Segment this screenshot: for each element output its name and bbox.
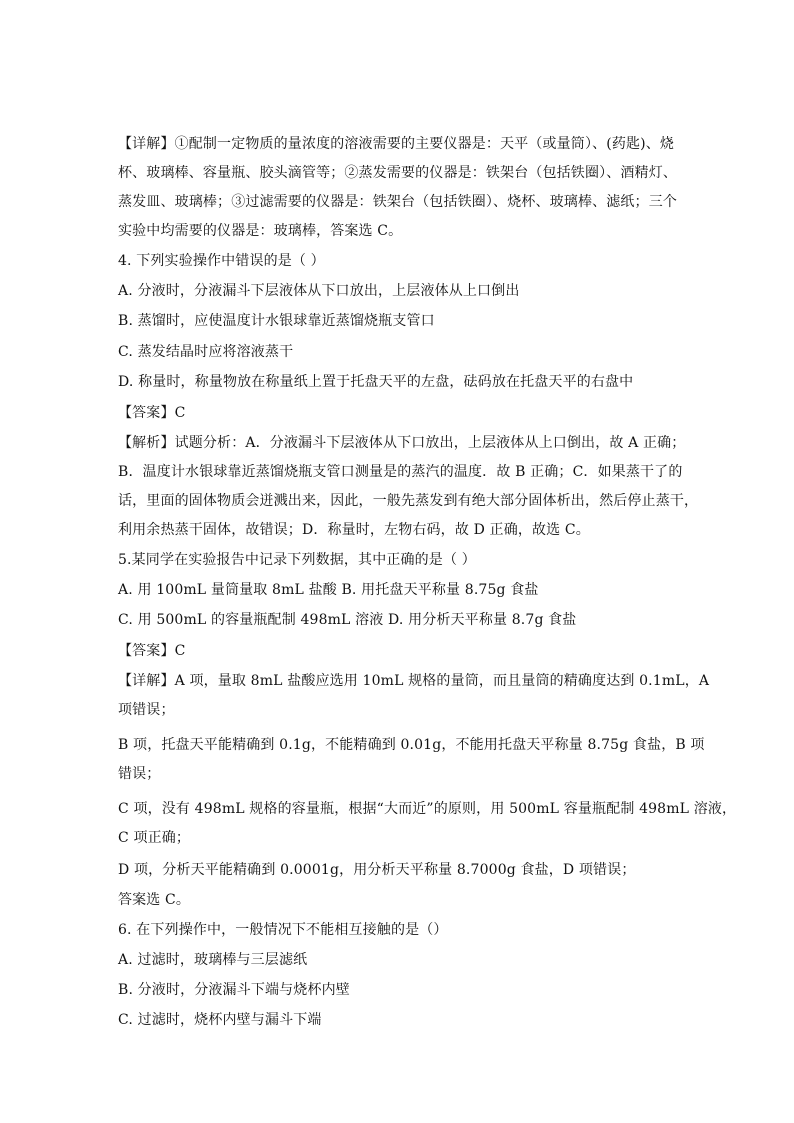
q5-question-stem: 5.某同学在实验报告中记录下列数据，其中正确的是（ ） (118, 552, 476, 568)
q3-detail-line-4: 实验中均需要的仪器是：玻璃棒，答案选 C。 (118, 223, 403, 239)
q5-options-row-1: A. 用 100mL 量筒量取 8mL 盐酸 B. 用托盘天平称量 8.75g 食盐 (118, 582, 539, 598)
q6-option-a: A. 过滤时，玻璃棒与三层滤纸 (118, 952, 308, 968)
q4-option-b: B. 蒸馏时，应使温度计水银球靠近蒸馏烧瓶支管口 (118, 313, 435, 329)
q4-question-stem: 4. 下列实验操作中错误的是（ ） (118, 253, 325, 269)
q4-option-c: C. 蒸发结晶时应将溶液蒸干 (118, 344, 294, 360)
q6-option-b: B. 分液时，分液漏斗下端与烧杯内壁 (118, 982, 350, 998)
q5-answer: 【答案】C (118, 643, 186, 659)
q4-option-a: A. 分液时，分液漏斗下层液体从下口放出，上层液体从上口倒出 (118, 283, 520, 299)
q5-options-row-2: C. 用 500mL 的容量瓶配制 498mL 溶液 D. 用分析天平称量 8.7g 食盐 (118, 612, 577, 628)
q6-question-stem: 6. 在下列操作中，一般情况下不能相互接触的是（） (118, 922, 448, 938)
q3-detail-line-1: 【详解】①配制一定物质的量浓度的溶液需要的主要仪器是：天平（或量筒）、(药匙)、烧 (118, 136, 675, 152)
q5-detail-line-2: 项错误； (118, 702, 175, 718)
q5-detail-line-6: C 项正确； (118, 830, 191, 846)
q5-detail-line-7: D 项，分析天平能精确到 0.0001g，用分析天平称量 8.7000g 食盐，D 项错误； (118, 862, 636, 878)
q4-answer: 【答案】C (118, 405, 186, 421)
q4-analysis-line-1: 【解析】试题分析：A．分液漏斗下层液体从下口放出，上层液体从上口倒出，故 A 正确； (118, 435, 686, 451)
q4-analysis-line-4: 利用余热蒸干固体，故错误；D．称量时，左物右码，故 D 正确，故选 C。 (118, 522, 590, 538)
q5-detail-line-4: 错误； (118, 766, 161, 782)
q4-analysis-line-3: 话，里面的固体物质会迸溅出来，因此，一般先蒸发到有绝大部分固体析出，然后停止蒸干， (118, 493, 699, 509)
q6-option-c: C. 过滤时，烧杯内壁与漏斗下端 (118, 1012, 322, 1028)
q3-detail-line-3: 蒸发皿、玻璃棒；③过滤需要的仪器是：铁架台（包括铁圈）、烧杯、玻璃棒、滤纸；三个 (118, 194, 677, 210)
q5-detail-line-8: 答案选 C。 (118, 892, 191, 908)
q3-detail-line-2: 杯、玻璃棒、容量瓶、胶头滴管等；②蒸发需要的仪器是：铁架台（包括铁圈）、酒精灯、 (118, 165, 677, 181)
q5-detail-line-5: C 项，没有 498mL 规格的容量瓶，根据“大而近”的原则，用 500mL 容量瓶配制 498mL 溶液， (118, 801, 737, 817)
q5-detail-line-3: B 项，托盘天平能精确到 0.1g，不能精确到 0.01g，不能用托盘天平称量 8.75g 食盐，B 项 (118, 737, 705, 753)
q5-detail-line-1: 【详解】A 项，量取 8mL 盐酸应选用 10mL 规格的量筒，而且量筒的精确度达到 0.1mL，A (118, 673, 710, 689)
q4-option-d: D. 称量时，称量物放在称量纸上置于托盘天平的左盘，砝码放在托盘天平的右盘中 (118, 374, 634, 390)
q4-analysis-line-2: B．温度计水银球靠近蒸馏烧瓶支管口测量是的蒸汽的温度．故 B 正确；C．如果蒸干了的 (118, 464, 683, 480)
